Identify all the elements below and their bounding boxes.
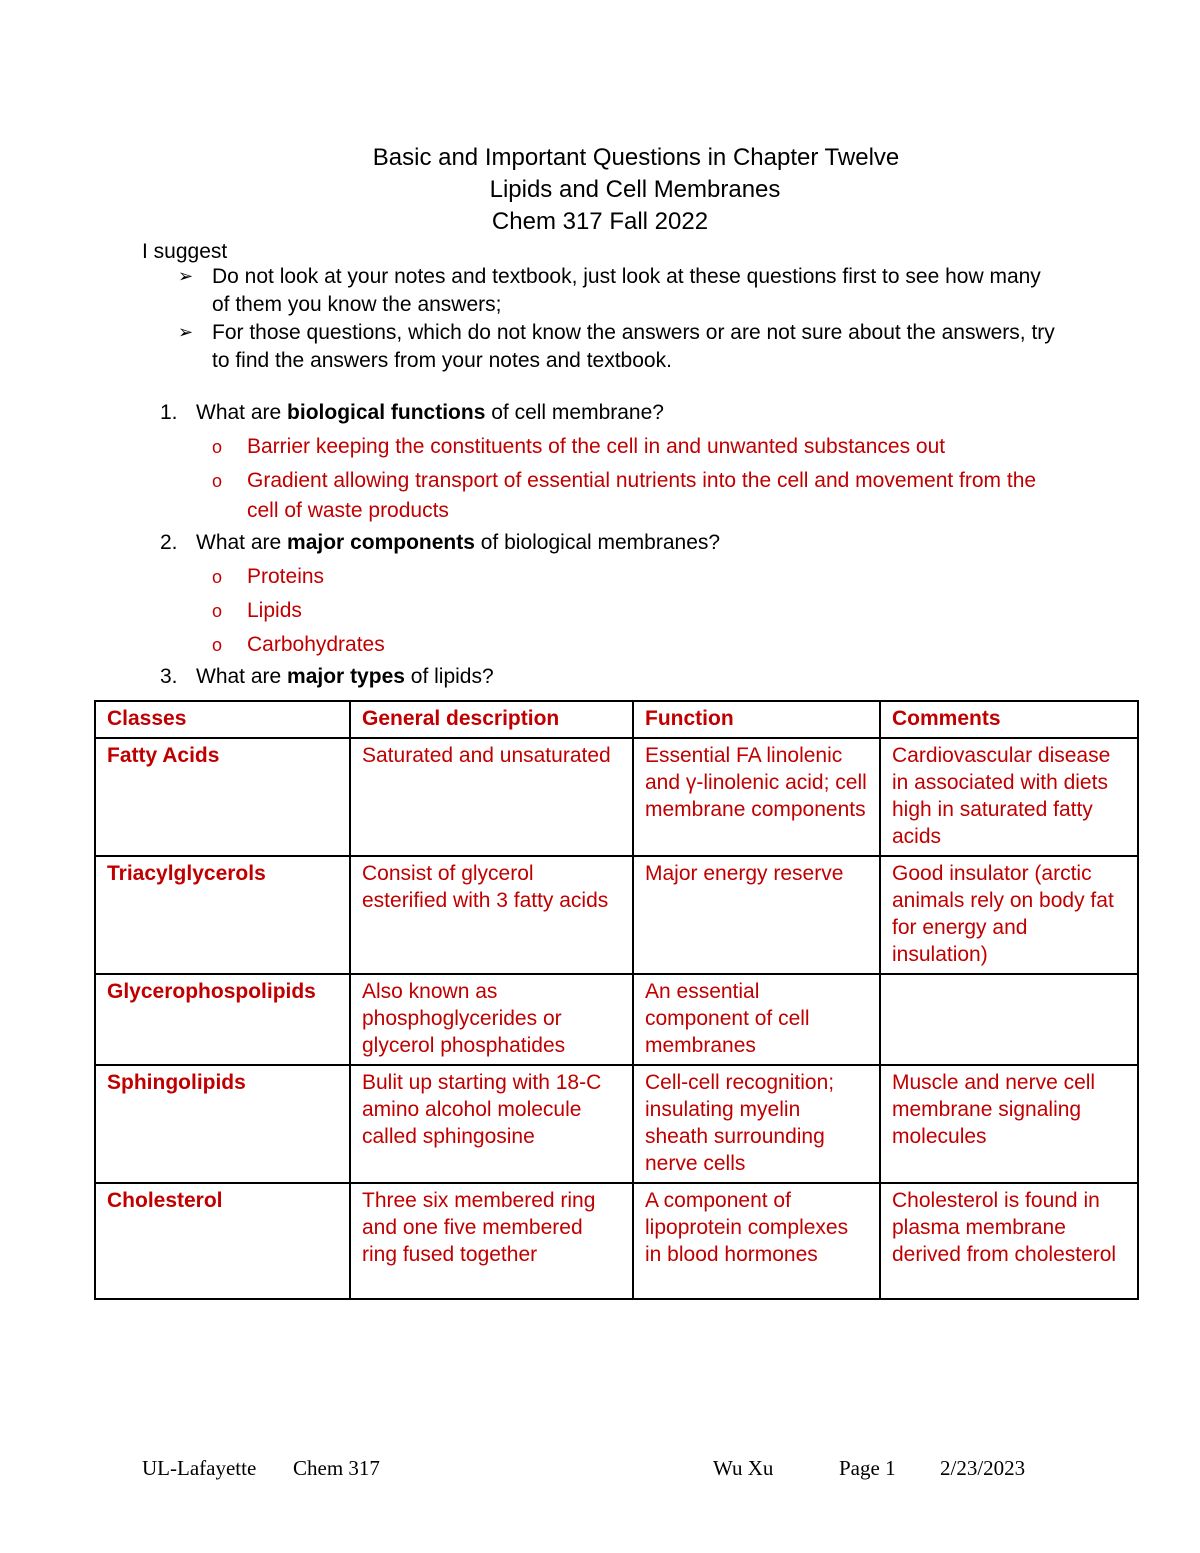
table-row — [95, 856, 1138, 974]
answer-item — [212, 562, 1060, 592]
table-row — [95, 738, 1138, 856]
question-post: of lipids? — [404, 665, 494, 688]
table-cell: Three six membered ring and one five membered ring fused together — [350, 1183, 633, 1299]
question — [160, 528, 1060, 558]
table-cell: Cholesterol is found in plasma membrane derived from cholesterol — [880, 1183, 1138, 1299]
answer-text: Gradient allowing transport of essential nutrients into the cell and movement from the cell of waste products — [247, 469, 1037, 522]
question-post: of biological membranes? — [474, 531, 721, 554]
question-number: 1. — [160, 401, 178, 424]
question-keyword: major components — [287, 531, 475, 554]
lipid-types-table — [94, 700, 1139, 1300]
question-list — [160, 398, 1060, 692]
question-pre: What are — [196, 401, 288, 424]
answer-item — [212, 466, 1060, 526]
answer-item — [212, 630, 1060, 660]
arrow-bullet-icon: ➢ — [178, 266, 194, 287]
question-keyword: major types — [287, 665, 405, 688]
question-keyword: biological functions — [287, 401, 486, 424]
suggestion-text: For those questions, which do not know the answers or are not sure about the answers, try to find the answers from your notes and textbook. — [212, 321, 1055, 372]
table-cell: Good insulator (arctic animals rely on body fat for energy and insulation) — [880, 856, 1138, 974]
footer-date: 2/23/2023 — [940, 1456, 1026, 1480]
table-cell-class: Triacylglycerols — [95, 856, 350, 974]
table-cell: Cell-cell recognition; insulating myelin sheath surrounding nerve cells — [633, 1065, 880, 1183]
table-cell: Saturated and unsaturated — [350, 738, 633, 856]
table-row — [95, 974, 1138, 1065]
table-cell: Essential FA linolenic and γ-linolenic acid; cell membrane components — [633, 738, 880, 856]
table-cell: Consist of glycerol esterified with 3 fatty acids — [350, 856, 633, 974]
table-header-row — [95, 701, 1138, 738]
answer-item — [212, 596, 1060, 626]
table-cell: Muscle and nerve cell membrane signaling molecules — [880, 1065, 1138, 1183]
table-cell: Major energy reserve — [633, 856, 880, 974]
suggestion-list — [178, 263, 1058, 375]
title-line-1: Basic and Important Questions in Chapter Twelve — [372, 144, 900, 171]
circle-bullet-icon: o — [212, 601, 223, 621]
footer-course: Chem 317 — [293, 1456, 380, 1480]
question-number: 3. — [160, 665, 178, 688]
circle-bullet-icon: o — [212, 471, 223, 491]
title-line-3: Chem 317 Fall 2022 — [491, 208, 709, 235]
table-cell: Bulit up starting with 18-C amino alcohol molecule called sphingosine — [350, 1065, 633, 1183]
circle-bullet-icon: o — [212, 635, 223, 655]
table-cell-class: Glycerophospolipids — [95, 974, 350, 1065]
column-header: Classes — [95, 701, 350, 738]
question-text — [196, 528, 720, 558]
answer-text: Carbohydrates — [247, 633, 385, 656]
table-cell: An essential component of cell membranes — [633, 974, 880, 1065]
suggestion-text: Do not look at your notes and textbook, just look at these questions first to see how many of them you know the answers; — [212, 265, 1041, 316]
table-cell-class: Cholesterol — [95, 1183, 350, 1299]
table-cell — [880, 974, 1138, 1065]
question-number: 2. — [160, 531, 178, 554]
title-block — [0, 142, 1200, 238]
table-row — [95, 1065, 1138, 1183]
answer-text: Proteins — [247, 565, 325, 588]
answer-text: Barrier keeping the constituents of the cell in and unwanted substances out — [247, 435, 946, 458]
column-header: Function — [633, 701, 880, 738]
suggest-label: I suggest — [142, 240, 228, 263]
footer-page-number: Page 1 — [839, 1456, 896, 1480]
circle-bullet-icon: o — [212, 567, 223, 587]
table-cell-class: Sphingolipids — [95, 1065, 350, 1183]
question-pre: What are — [196, 531, 288, 554]
question-post: of cell membrane? — [485, 401, 664, 424]
question-text — [196, 662, 494, 692]
circle-bullet-icon: o — [212, 437, 223, 457]
question-pre: What are — [196, 665, 288, 688]
suggestion-item — [178, 263, 1058, 319]
answer-text: Lipids — [247, 599, 302, 622]
question — [160, 398, 1060, 428]
footer-author: Wu Xu — [713, 1456, 774, 1480]
answer-item — [212, 432, 1060, 462]
title-line-2: Lipids and Cell Membranes — [489, 176, 781, 203]
table-cell: Cardiovascular disease in associated with diets high in saturated fatty acids — [880, 738, 1138, 856]
answer-list — [212, 562, 1060, 660]
footer-school: UL-Lafayette — [142, 1456, 257, 1480]
table-row — [95, 1183, 1138, 1299]
table-cell: Also known as phosphoglycerides or glycerol phosphatides — [350, 974, 633, 1065]
table-cell: A component of lipoprotein complexes in blood hormones — [633, 1183, 880, 1299]
column-header: Comments — [880, 701, 1138, 738]
question-text — [196, 398, 664, 428]
question — [160, 662, 1060, 692]
arrow-bullet-icon: ➢ — [178, 322, 194, 343]
answer-list — [212, 432, 1060, 526]
column-header: General description — [350, 701, 633, 738]
table-cell-class: Fatty Acids — [95, 738, 350, 856]
suggestion-item — [178, 319, 1058, 375]
